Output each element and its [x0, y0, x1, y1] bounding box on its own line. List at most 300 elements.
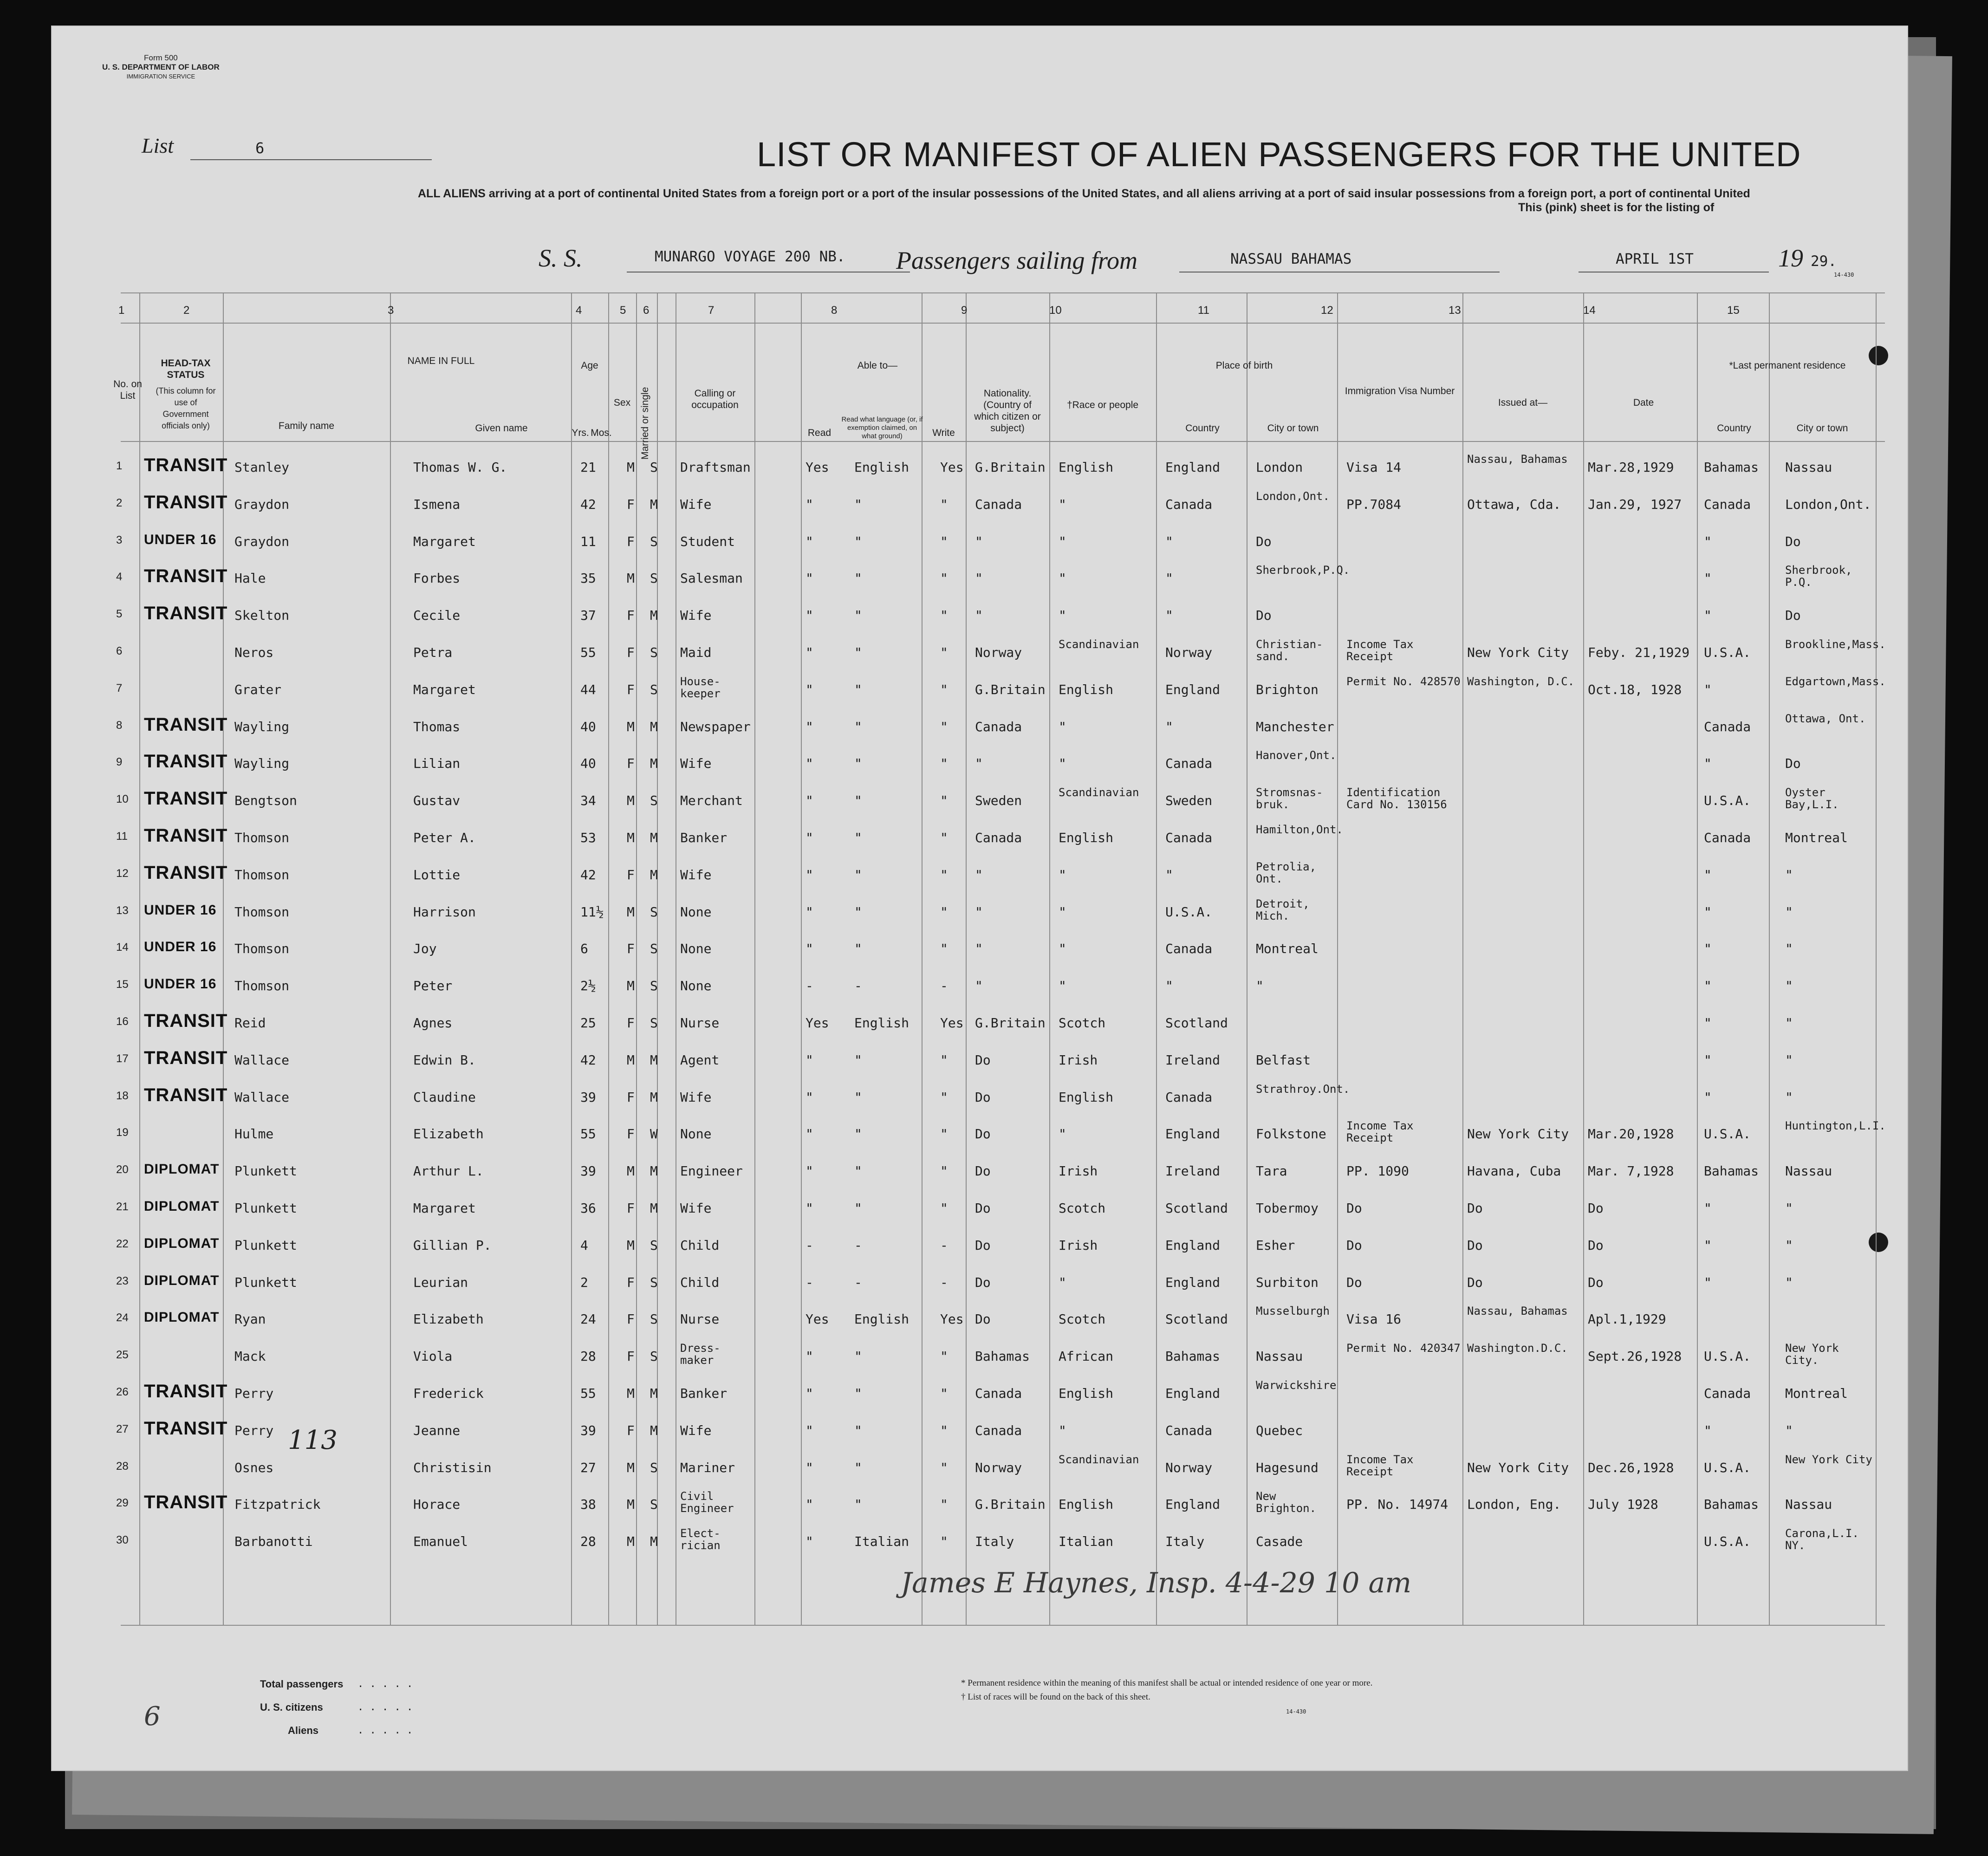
cell-yrs: 21 [580, 460, 596, 475]
cell-lang: " [854, 1126, 862, 1142]
cell-occ: None [680, 941, 712, 957]
cell-rcity: " [1785, 1052, 1793, 1068]
cell-issued: Washington, D.C. [1467, 675, 1575, 688]
cell-nat: " [975, 978, 983, 994]
cell-lang: " [854, 681, 862, 697]
cell-read: " [806, 1126, 813, 1142]
cell-rcity: Montreal [1785, 1386, 1848, 1401]
cell-bcountry: Sweden [1165, 793, 1213, 809]
cell-no: 30 [116, 1534, 129, 1547]
header-calling: Calling or occupation [691, 388, 739, 410]
cell-ms: M [650, 1089, 658, 1105]
cell-lang: - [854, 1237, 862, 1253]
cell-visa: Permit No. 428570 [1346, 675, 1461, 688]
cell-issued: Havana, Cuba [1467, 1163, 1561, 1179]
cell-no: 15 [116, 978, 129, 991]
aliens-label: Aliens [288, 1725, 319, 1736]
cell-race: Scandinavian [1059, 786, 1139, 799]
cell-write: " [940, 496, 948, 512]
grid-line [121, 323, 1885, 324]
cell-no: 10 [116, 793, 129, 806]
cell-issued: Nassau, Bahamas [1467, 1304, 1568, 1318]
cell-given: Elizabeth [413, 1126, 484, 1142]
leader-dots: . . . . . [357, 1678, 413, 1690]
cell-rcountry: U.S.A. [1704, 1349, 1751, 1364]
cell-nat: Sweden [975, 793, 1022, 809]
table-row [51, 675, 1908, 719]
cell-rcity: " [1785, 978, 1793, 994]
form-identifier [102, 53, 220, 81]
cell-family: Graydon [234, 533, 290, 549]
cell-write: " [940, 1163, 948, 1179]
cell-bcity: Casade [1256, 1534, 1303, 1550]
cell-bcity: Do [1256, 533, 1272, 549]
cell-bcity: Petrolia, Ont. [1256, 860, 1317, 885]
table-row [51, 564, 1908, 608]
cell-lang: English [854, 1311, 910, 1327]
cell-nat: Norway [975, 1460, 1022, 1475]
cell-visa: PP. No. 14974 [1346, 1497, 1449, 1512]
cell-sex: F [627, 533, 635, 549]
cell-occ: Elect- rician [680, 1527, 721, 1552]
cell-family: Osnes [234, 1460, 274, 1475]
cell-yrs: 34 [580, 793, 596, 809]
cell-nat: Do [975, 1126, 991, 1142]
departure-date: APRIL 1ST [1616, 251, 1694, 267]
cell-bcountry: Bahamas [1165, 1349, 1221, 1364]
cell-rcountry: " [1704, 941, 1712, 957]
list-label: List [142, 134, 174, 157]
header-issued-at: Issued at— [1498, 397, 1548, 408]
cell-yrs: 36 [580, 1201, 596, 1216]
cell-sex: F [627, 608, 635, 623]
cell-bcity: Folkstone [1256, 1126, 1326, 1142]
cell-issued: Nassau, Bahamas [1467, 453, 1568, 466]
cell-ms: S [650, 904, 658, 920]
form-number: Form 500 [144, 53, 178, 62]
cell-rcity: Montreal [1785, 830, 1848, 845]
head-tax-status-stamp: TRANSIT [144, 1047, 228, 1068]
cell-nat: Canada [975, 719, 1022, 734]
cell-occ: Agent [680, 1052, 720, 1068]
cell-race: Irish [1059, 1052, 1098, 1068]
cell-family: Skelton [234, 608, 290, 623]
table-row [51, 1201, 1908, 1238]
cell-bcountry: Ireland [1165, 1052, 1221, 1068]
cell-date: Jan.29, 1927 [1588, 496, 1682, 512]
head-tax-status-stamp: TRANSIT [144, 1011, 228, 1031]
cell-read: " [806, 867, 813, 883]
cell-no: 9 [116, 756, 123, 769]
column-number: 14 [1583, 304, 1596, 317]
cell-read: " [806, 1052, 813, 1068]
cell-read: - [806, 978, 813, 994]
cell-occ: Newspaper [680, 719, 751, 734]
cell-family: Perry [234, 1422, 274, 1438]
cell-ms: S [650, 1349, 658, 1364]
cell-rcountry: Bahamas [1704, 1163, 1759, 1179]
cell-lang: " [854, 533, 862, 549]
cell-read: " [806, 719, 813, 734]
cell-no: 27 [116, 1422, 129, 1435]
cell-nat: Do [975, 1201, 991, 1216]
cell-yrs: 11½ [580, 904, 604, 920]
cell-family: Stanley [234, 460, 290, 475]
cell-rcity: New York City [1785, 1453, 1872, 1466]
cell-read: " [806, 1497, 813, 1512]
cell-occ: Wife [680, 867, 712, 883]
cell-race: Italian [1059, 1534, 1114, 1550]
cell-date: Do [1588, 1237, 1604, 1253]
cell-bcountry: England [1165, 1386, 1221, 1401]
cell-read: - [806, 1274, 813, 1290]
cell-rcity: London,Ont. [1785, 496, 1871, 512]
cell-lang: " [854, 1201, 862, 1216]
cell-occ: Engineer [680, 1163, 743, 1179]
cell-ms: S [650, 1274, 658, 1290]
cell-ms: M [650, 867, 658, 883]
cell-rcity: New York City. [1785, 1342, 1839, 1367]
cell-lang: " [854, 1422, 862, 1438]
cell-ms: M [650, 1386, 658, 1401]
cell-write: " [940, 1460, 948, 1475]
cell-visa: Identification Card No. 130156 [1346, 786, 1447, 811]
column-number: 4 [576, 304, 582, 317]
cell-race: " [1059, 941, 1066, 957]
column-number: 7 [708, 304, 715, 317]
cell-sex: M [627, 571, 635, 586]
cell-rcity: " [1785, 1089, 1793, 1105]
cell-no: 13 [116, 904, 129, 917]
cell-given: Joy [413, 941, 437, 957]
cell-family: Thomson [234, 904, 290, 920]
cell-given: Margaret [413, 533, 476, 549]
cell-rcountry: " [1704, 1422, 1712, 1438]
header-no-on-list: No. on List [113, 379, 142, 401]
cell-bcity: Detroit, Mich. [1256, 897, 1310, 922]
cell-yrs: 53 [580, 830, 596, 845]
cell-write: " [940, 719, 948, 734]
header-name-in-full: NAME IN FULL [407, 356, 475, 366]
cell-yrs: 44 [580, 681, 596, 697]
cell-read: Yes [806, 1311, 829, 1327]
head-tax-status-stamp: TRANSIT [144, 1084, 228, 1105]
cell-lang: - [854, 978, 862, 994]
cell-no: 25 [116, 1349, 129, 1362]
cell-date: Apl.1,1929 [1588, 1311, 1666, 1327]
cell-lang: " [854, 1386, 862, 1401]
head-tax-status-stamp: TRANSIT [144, 455, 228, 475]
cell-race: Irish [1059, 1237, 1098, 1253]
cell-bcity: New Brighton. [1256, 1490, 1317, 1515]
cell-bcity: Hamilton,Ont. [1256, 823, 1343, 836]
header-able-to: Able to— [857, 360, 898, 371]
cell-family: Wayling [234, 719, 290, 734]
header-birth-city: City or town [1267, 423, 1319, 434]
cell-given: Margaret [413, 1201, 476, 1216]
table-row [51, 978, 1908, 1015]
cell-rcity: " [1785, 867, 1793, 883]
cell-yrs: 24 [580, 1311, 596, 1327]
head-tax-status-stamp: TRANSIT [144, 825, 228, 846]
cell-date: Oct.18, 1928 [1588, 681, 1682, 697]
cell-visa: Do [1346, 1237, 1362, 1253]
cell-yrs: 55 [580, 1386, 596, 1401]
cell-rcity: Nassau [1785, 460, 1832, 475]
cell-nat: " [975, 608, 983, 623]
cell-ms: M [650, 608, 658, 623]
cell-ms: S [650, 460, 658, 475]
cell-given: Forbes [413, 571, 461, 586]
cell-visa: Do [1346, 1274, 1362, 1290]
cell-yrs: 25 [580, 1015, 596, 1031]
cell-yrs: 28 [580, 1534, 596, 1550]
cell-yrs: 35 [580, 571, 596, 586]
cell-read: " [806, 793, 813, 809]
cell-rcity: " [1785, 1274, 1793, 1290]
cell-visa: PP. 1090 [1346, 1163, 1409, 1179]
cell-occ: House- keeper [680, 675, 721, 700]
cell-lang: " [854, 904, 862, 920]
cell-no: 28 [116, 1460, 129, 1473]
head-tax-status-stamp: TRANSIT [144, 714, 228, 735]
cell-write: - [940, 978, 948, 994]
cell-write: Yes [940, 1015, 964, 1031]
cell-bcity: Quebec [1256, 1422, 1303, 1438]
cell-no: 23 [116, 1274, 129, 1287]
head-tax-status-stamp: TRANSIT [144, 751, 228, 772]
cell-family: Plunkett [234, 1163, 297, 1179]
cell-sex: F [627, 496, 635, 512]
cell-occ: Wife [680, 608, 712, 623]
column-number: 2 [183, 304, 190, 317]
cell-date: July 1928 [1588, 1497, 1658, 1512]
cell-race: " [1059, 867, 1066, 883]
cell-bcity: Warwickshire [1256, 1379, 1337, 1392]
table-row [51, 712, 1908, 756]
cell-visa: Income Tax Receipt [1346, 1119, 1414, 1145]
cell-occ: Child [680, 1237, 720, 1253]
header-given-name: Given name [475, 423, 528, 434]
cell-occ: Wife [680, 1422, 712, 1438]
head-tax-status-stamp: TRANSIT [144, 492, 228, 513]
cell-yrs: 6 [580, 941, 588, 957]
header-married: Married or single [640, 387, 650, 460]
cell-given: Ismena [413, 496, 461, 512]
head-tax-status-stamp: TRANSIT [144, 566, 228, 587]
head-tax-status-stamp: TRANSIT [144, 1418, 228, 1439]
cell-ms: M [650, 1163, 658, 1179]
cell-bcountry: " [1165, 533, 1173, 549]
cell-rcountry: Bahamas [1704, 460, 1759, 475]
port-of-departure: NASSAU BAHAMAS [1230, 251, 1352, 267]
cell-occ: None [680, 1126, 712, 1142]
cell-nat: G.Britain [975, 1497, 1046, 1512]
table-row [51, 1379, 1908, 1423]
cell-lang: - [854, 1274, 862, 1290]
cell-no: 11 [116, 830, 128, 843]
table-row [51, 534, 1908, 571]
table-row [51, 489, 1908, 534]
cell-sex: M [627, 1386, 635, 1401]
head-tax-status-stamp: DIPLOMAT [144, 1235, 220, 1251]
cell-occ: Banker [680, 830, 728, 845]
cell-sex: M [627, 460, 635, 475]
leader-dots: . . . . . [357, 1701, 413, 1713]
cell-write: " [940, 645, 948, 660]
cell-bcity: Tobermoy [1256, 1201, 1319, 1216]
cell-write: " [940, 1126, 948, 1142]
cell-read: " [806, 645, 813, 660]
column-number: 3 [388, 304, 394, 317]
cell-bcountry: Canada [1165, 756, 1213, 772]
head-tax-status-stamp: TRANSIT [144, 788, 228, 809]
cell-bcity: Christian- sand. [1256, 638, 1323, 663]
cell-nat: G.Britain [975, 460, 1046, 475]
cell-sex: M [627, 830, 635, 845]
cell-nat: Canada [975, 830, 1022, 845]
cell-no: 1 [116, 460, 123, 472]
cell-given: Harrison [413, 904, 476, 920]
cell-race: English [1059, 830, 1114, 845]
table-row [51, 1490, 1908, 1534]
cell-lang: " [854, 830, 862, 845]
cell-no: 29 [116, 1497, 129, 1510]
cell-date: Do [1588, 1274, 1604, 1290]
cell-rcountry: " [1704, 1201, 1712, 1216]
cell-bcountry: Scotland [1165, 1311, 1228, 1327]
header-last-residence: *Last permanent residence [1729, 360, 1846, 371]
cell-sex: M [627, 719, 635, 734]
cell-date: Mar.28,1929 [1588, 460, 1674, 475]
cell-nat: Do [975, 1052, 991, 1068]
cell-given: Leurian [413, 1274, 468, 1290]
cell-read: " [806, 681, 813, 697]
cell-yrs: 39 [580, 1089, 596, 1105]
cell-bcountry: England [1165, 1274, 1221, 1290]
inspector-signature: James E Haynes, Insp. 4-4-29 10 am [901, 1567, 1412, 1599]
column-number: 10 [1049, 304, 1062, 317]
cell-issued: New York City [1467, 1126, 1569, 1142]
cell-sex: M [627, 1052, 635, 1068]
head-tax-status-stamp: UNDER 16 [144, 976, 217, 992]
cell-nat: " [975, 533, 983, 549]
cell-family: Fitzpatrick [234, 1497, 321, 1512]
column-number: 5 [620, 304, 626, 317]
cell-bcountry: " [1165, 719, 1173, 734]
leader-dots: . . . . . [357, 1725, 413, 1736]
cell-rcountry: U.S.A. [1704, 1126, 1751, 1142]
cell-ms: S [650, 681, 658, 697]
list-number: 6 [255, 139, 265, 157]
cell-bcountry: England [1165, 681, 1221, 697]
cell-race: English [1059, 460, 1114, 475]
header-residence-country: Country [1717, 423, 1751, 434]
column-number: 13 [1449, 304, 1461, 317]
header-visa-number: Immigration Visa Number [1345, 386, 1455, 396]
cell-sex: F [627, 645, 635, 660]
cell-family: Thomson [234, 867, 290, 883]
cell-write: " [940, 571, 948, 586]
table-row [51, 1082, 1908, 1127]
cell-ms: M [650, 1534, 658, 1550]
head-tax-status-stamp: DIPLOMAT [144, 1199, 220, 1214]
cell-read: " [806, 533, 813, 549]
cell-bcountry: Canada [1165, 941, 1213, 957]
cell-yrs: 37 [580, 608, 596, 623]
cell-race: Scotch [1059, 1311, 1106, 1327]
cell-write: " [940, 681, 948, 697]
cell-family: Hulme [234, 1126, 274, 1142]
cell-lang: " [854, 867, 862, 883]
cell-occ: Dress- maker [680, 1342, 721, 1367]
header-residence-city: City or town [1796, 423, 1848, 434]
column-number: 6 [643, 304, 650, 317]
cell-bcountry: Ireland [1165, 1163, 1221, 1179]
table-row [51, 941, 1908, 978]
table-row [51, 1527, 1908, 1571]
cell-race: Irish [1059, 1163, 1098, 1179]
cell-family: Thomson [234, 830, 290, 845]
table-row [51, 453, 1908, 497]
footnote-residence: * Permanent residence within the meaning of this manifest shall be actual or intended residence of one year or more. [961, 1678, 1373, 1688]
cell-no: 8 [116, 719, 123, 732]
cell-bcity: London,Ont. [1256, 489, 1330, 503]
port-underline [1179, 272, 1500, 273]
cell-race: " [1059, 1126, 1066, 1142]
cell-given: Gillian P. [413, 1237, 492, 1253]
cell-bcountry: " [1165, 608, 1173, 623]
cell-nat: G.Britain [975, 1015, 1046, 1031]
cell-rcountry: " [1704, 1237, 1712, 1253]
header-family-name: Family name [278, 421, 335, 431]
cell-bcity: Manchester [1256, 719, 1334, 734]
cell-ms: M [650, 830, 658, 845]
cell-bcountry: England [1165, 1497, 1221, 1512]
cell-sex: M [627, 1497, 635, 1512]
year-prefix: 19 [1778, 244, 1803, 272]
header-place-of-birth: Place of birth [1215, 360, 1273, 371]
cell-no: 7 [116, 681, 123, 694]
table-row [51, 1342, 1908, 1386]
cell-bcity: Tara [1256, 1163, 1287, 1179]
cell-sex: M [627, 1163, 635, 1179]
cell-no: 21 [116, 1201, 129, 1213]
cell-no: 22 [116, 1237, 129, 1250]
grid-line [121, 292, 1885, 293]
cell-write: Yes [940, 1311, 964, 1327]
cell-read: " [806, 830, 813, 845]
head-tax-status-stamp: TRANSIT [144, 1492, 228, 1513]
margin-number: 6 [144, 1701, 161, 1732]
cell-race: English [1059, 1386, 1114, 1401]
cell-yrs: 4 [580, 1237, 588, 1253]
cell-write: " [940, 904, 948, 920]
table-row [51, 897, 1908, 941]
cell-bcity: Surbiton [1256, 1274, 1319, 1290]
cell-bcountry: England [1165, 1237, 1221, 1253]
cell-visa: Visa 16 [1346, 1311, 1402, 1327]
cell-bcountry: " [1165, 867, 1173, 883]
cell-race: " [1059, 904, 1066, 920]
cell-write: " [940, 1052, 948, 1068]
cell-lang: " [854, 756, 862, 772]
cell-sex: F [627, 941, 635, 957]
cell-family: Hale [234, 571, 266, 586]
cell-ms: S [650, 1237, 658, 1253]
cell-bcountry: Canada [1165, 830, 1213, 845]
list-underline [190, 159, 432, 160]
